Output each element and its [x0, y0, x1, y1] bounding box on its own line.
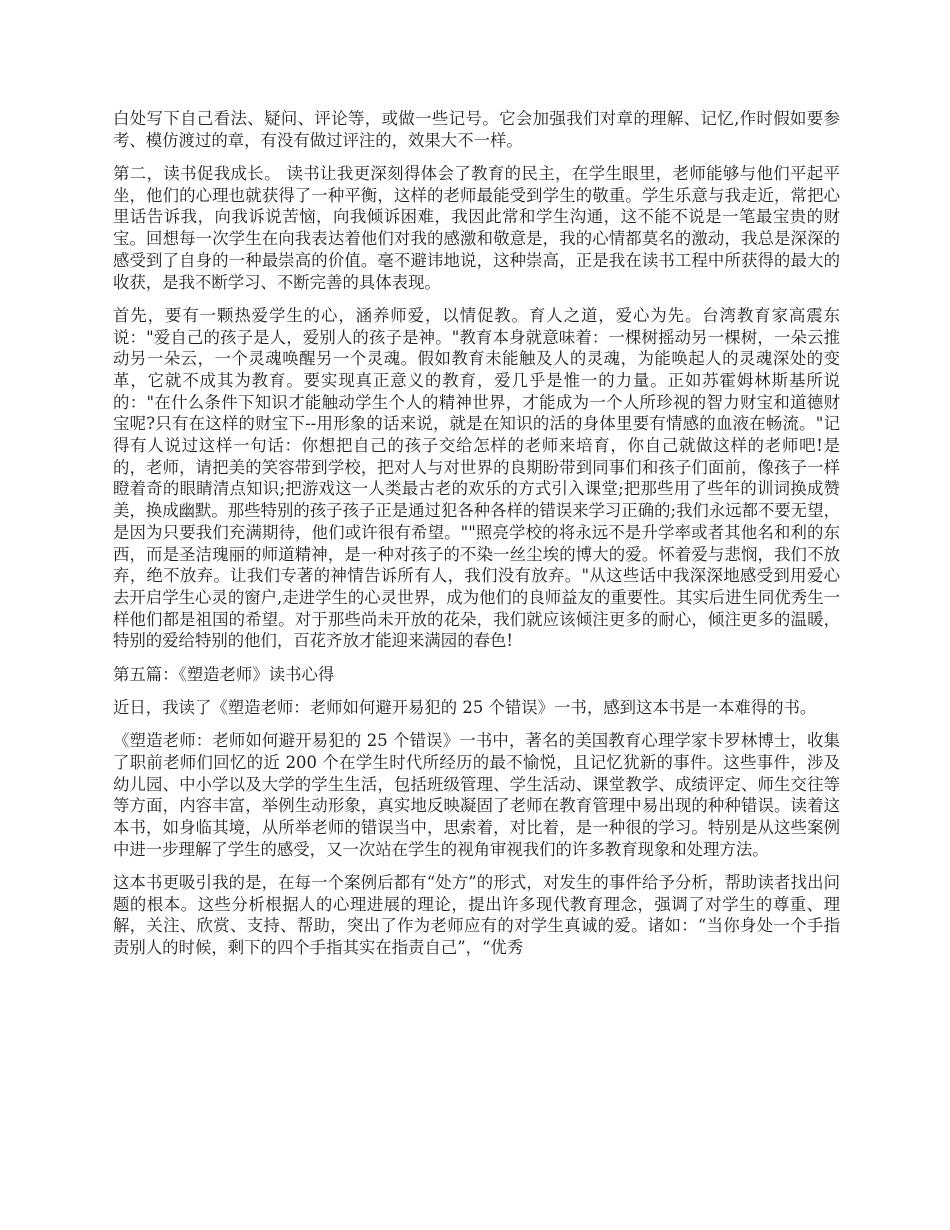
- document-page: [113, 108, 840, 970]
- paragraph-reading-growth: 第二，读书促我成长。 读书让我更深刻得体会了教育的民主，在学生眼里，老师能够与他们平起平坐，他们的心理也就获得了一种平衡，这样的老师最能受到学生的敬重。学生乐意与我走近，常把心里话告诉我，向我诉说苦恼，向我倾诉困难，我因此常和学生沟通，这不能不说是一笔最宝贵的财宝。回想每一次学生在向我表达着他们对我的感激和敬意是，我的心情都莫名的激动，我总是深深的感受到了自身的一种最崇高的价值。毫不避讳地说，这种崇高，正是我在读书工程中所获得的最大的收获，是我不断学习、不断完善的具体表现。: [113, 164, 840, 292]
- paragraph-prescription: 这本书更吸引我的是，在每一个案例后都有“处方”的形式，对发生的事件给予分析，帮助读者找出问题的根本。这些分析根据人的心理进展的理论，提出许多现代教育理念，强调了对学生的尊重、理解，关注、欣赏、支持、帮助，突出了作为老师应有的对学生真诚的爱。诸如：“当你身处一个手指责别人的时候，剩下的四个手指其实在指责自己”，“优秀: [113, 873, 840, 958]
- paragraph-love-students: 首先，要有一颗热爱学生的心，涵养师爱，以情促教。育人之道，爱心为先。台湾教育家高震东说："爱自己的孩子是人，爱别人的孩子是神。"教育本身就意味着：一棵树摇动另一棵树，一朵云推动另一朵云，一个灵魂唤醒另一个灵魂。假如教育未能触及人的灵魂，为能唤起人的灵魂深处的变革，它就不成其为教育。要实现真正意义的教育，爱几乎是惟一的力量。正如苏霍姆林斯基所说的："在什么条件下知识才能触动学生个人的精神世界，才能成为一个人所珍视的智力财宝和道德财宝呢?只有在这样的财宝下--用形象的话来说，就是在知识的活的身体里要有情感的血液在畅流。"记得有人说过这样一句话：你想把自己的孩子交给怎样的老师来培育，你自己就做这样的老师吧!是的，老师，请把美的笑容带到学校，把对人与对世界的良期盼带到同事们和孩子们面前，像孩子一样瞪着奇的眼睛清点知识;把游戏这一人类最古老的欢乐的方式引入课堂;把那些用了些年的训词换成赞美，换成幽默。那些特别的孩子孩子正是通过犯各种各样的错误来学习正确的;我们永远都不要无望，是因为只要我们充满期待，他们或许很有希望。""照亮学校的将永远不是升学率或者其他名和利的东西，而是圣洁瑰丽的师道精神，是一种对孩子的不染一丝尘埃的博大的爱。怀着爱与悲悯，我们不放弃，绝不放弃。让我们专著的神情告诉所有人，我们没有放弃。"从这些话中我深深地感受到用爱心去开启学生心灵的窗户,走进学生的心灵世界，成为他们的良师益友的重要性。其实后进生同优秀生一样他们都是祖国的希望。对于那些尚未开放的花朵，我们就应该倾注更多的耐心，倾注更多的温暖，特别的爱给特别的他们，百花齐放才能迎来满园的春色!: [113, 305, 840, 651]
- paragraph-book-summary: 《塑造老师：老师如何避开易犯的 25 个错误》一书中，著名的美国教育心理学家卡罗林博士，收集了职前老师们回忆的近 200 个在学生时代所经历的最不愉悦，且记忆犹新的事件。这些事件，涉及幼儿园、中小学以及大学的学生生活，包括班级管理、学生活动、课堂教学、成绩评定、师生交往等等方面，内容丰富，举例生动形象，真实地反映凝固了老师在教育管理中易出现的种种错误。读着这本书，如身临其境，从所举老师的错误当中，思索着，对比着，是一种很的学习。特别是从这些案例中进一步理解了学生的感受，又一次站在学生的视角审视我们的许多教育现象和处理方法。: [113, 731, 840, 859]
- section-heading-part-five: 第五篇：《塑造老师》读书心得: [113, 664, 335, 684]
- paragraph-reading-notes: 白处写下自己看法、疑问、评论等，或做一些记号。它会加强我们对章的理解、记忆,作时假如要参考、模仿渡过的章，有没有做过评注的，效果大不一样。: [113, 109, 840, 150]
- paragraph-book-intro: 近日，我读了《塑造老师：老师如何避开易犯的 25 个错误》一书，感到这本书是一本难得的书。: [113, 697, 817, 717]
